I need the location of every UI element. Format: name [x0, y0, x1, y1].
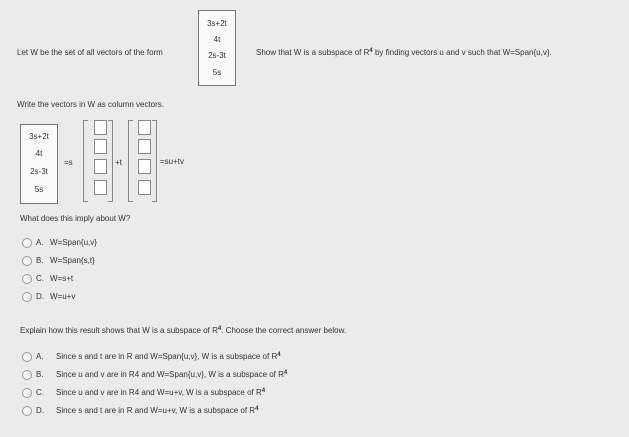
- equation-vector: [20, 124, 58, 204]
- q1-option-d-letter: D.: [36, 292, 44, 301]
- q2-option-a-radio[interactable]: [22, 352, 32, 362]
- q2-option-b-text-main: Since u and v are in R4 and W=Span{u,v}, W is a subspace of R: [56, 370, 284, 379]
- q2-option-d-sup: 4: [255, 406, 259, 412]
- intro-vector-entry-2: 4t: [213, 35, 221, 44]
- q2-option-b-sup: 4: [283, 370, 288, 376]
- question2-prompt-prefix: Explain how this result shows that W is a subspace of R: [20, 326, 218, 335]
- q2-option-c-text: [56, 388, 265, 397]
- q2-option-d-text-main: Since s and t are in R and W=u+v, W is a subspace of R: [56, 406, 256, 415]
- v-vector-left-bracket: [128, 120, 133, 202]
- q1-option-d-radio[interactable]: [22, 292, 32, 302]
- equation-vector-entry-1: 3s+2t: [29, 132, 49, 141]
- u-input-3[interactable]: [94, 159, 107, 174]
- equation-tail: =su+tv: [160, 157, 185, 166]
- q2-option-d-text: [56, 406, 258, 415]
- q1-option-b-letter: B.: [36, 256, 44, 265]
- question2-prompt: [20, 326, 346, 335]
- q1-option-c-text: W=s+t: [50, 274, 74, 283]
- q1-option-d-text: W=u+v: [50, 292, 76, 301]
- q1-option-b-text: W=Span{s,t}: [50, 256, 95, 265]
- q2-option-c-sup: 4: [261, 388, 266, 394]
- q2-option-a-letter: A.: [36, 352, 44, 361]
- q2-option-b-radio[interactable]: [22, 370, 32, 380]
- question1-prompt: What does this imply about W?: [20, 214, 131, 223]
- equation-vector-entry-4: 5s: [34, 185, 44, 194]
- q1-option-a-radio[interactable]: [22, 238, 32, 248]
- intro-right-text-prefix: Show that W is a subspace of R: [256, 48, 370, 57]
- q2-option-a-sup: 4: [277, 352, 281, 358]
- q1-option-b-radio[interactable]: [22, 256, 32, 266]
- intro-vector-entry-3: 2s-3t: [208, 51, 226, 60]
- intro-vector: [198, 10, 236, 86]
- intro-left-text: Let W be the set of all vectors of the form: [17, 48, 163, 57]
- q2-option-c-radio[interactable]: [22, 388, 32, 398]
- intro-vector-entry-4: 5s: [212, 68, 222, 77]
- u-vector-right-bracket: [108, 120, 113, 202]
- equation-vector-entry-3: 2s-3t: [30, 167, 48, 176]
- equals-s: =s: [64, 158, 73, 167]
- v-input-4[interactable]: [138, 180, 151, 195]
- intro-right-text-sup: 4: [369, 48, 373, 54]
- q2-option-b-text: [56, 370, 287, 379]
- v-input-1[interactable]: [138, 120, 151, 135]
- q1-option-a-letter: A.: [36, 238, 44, 247]
- q1-option-c-radio[interactable]: [22, 274, 32, 284]
- q2-option-c-letter: C.: [36, 388, 44, 397]
- v-input-3[interactable]: [138, 159, 151, 174]
- q2-option-b-letter: B.: [36, 370, 44, 379]
- intro-right-text-suffix: by finding vectors u and v such that W=Span{u,v}.: [372, 48, 552, 57]
- q1-option-a-text: W=Span{u,v}: [50, 238, 97, 247]
- q1-option-c-letter: C.: [36, 274, 44, 283]
- equation-vector-entry-2: 4t: [35, 149, 43, 158]
- plus-t: +t: [115, 158, 122, 167]
- q2-option-a-text: [56, 352, 281, 361]
- q2-option-d-radio[interactable]: [22, 406, 32, 416]
- question2-prompt-sup: 4: [217, 326, 222, 332]
- intro-right-text: [256, 48, 552, 57]
- u-input-2[interactable]: [94, 139, 107, 154]
- intro-vector-entry-1: 3s+2t: [207, 19, 227, 28]
- q2-option-d-letter: D.: [36, 406, 44, 415]
- q2-option-c-text-main: Since u and v are in R4 and W=u+v, W is a subspace of R: [56, 388, 262, 397]
- u-input-4[interactable]: [94, 180, 107, 195]
- u-vector-left-bracket: [83, 120, 88, 202]
- q2-option-a-text-main: Since s and t are in R and W=Span{u,v}, W is a subspace of R: [56, 352, 278, 361]
- write-prompt: Write the vectors in W as column vectors.: [17, 100, 165, 109]
- v-vector-right-bracket: [152, 120, 157, 202]
- u-input-1[interactable]: [94, 120, 107, 135]
- question2-prompt-suffix: . Choose the correct answer below.: [221, 326, 347, 335]
- v-input-2[interactable]: [138, 139, 151, 154]
